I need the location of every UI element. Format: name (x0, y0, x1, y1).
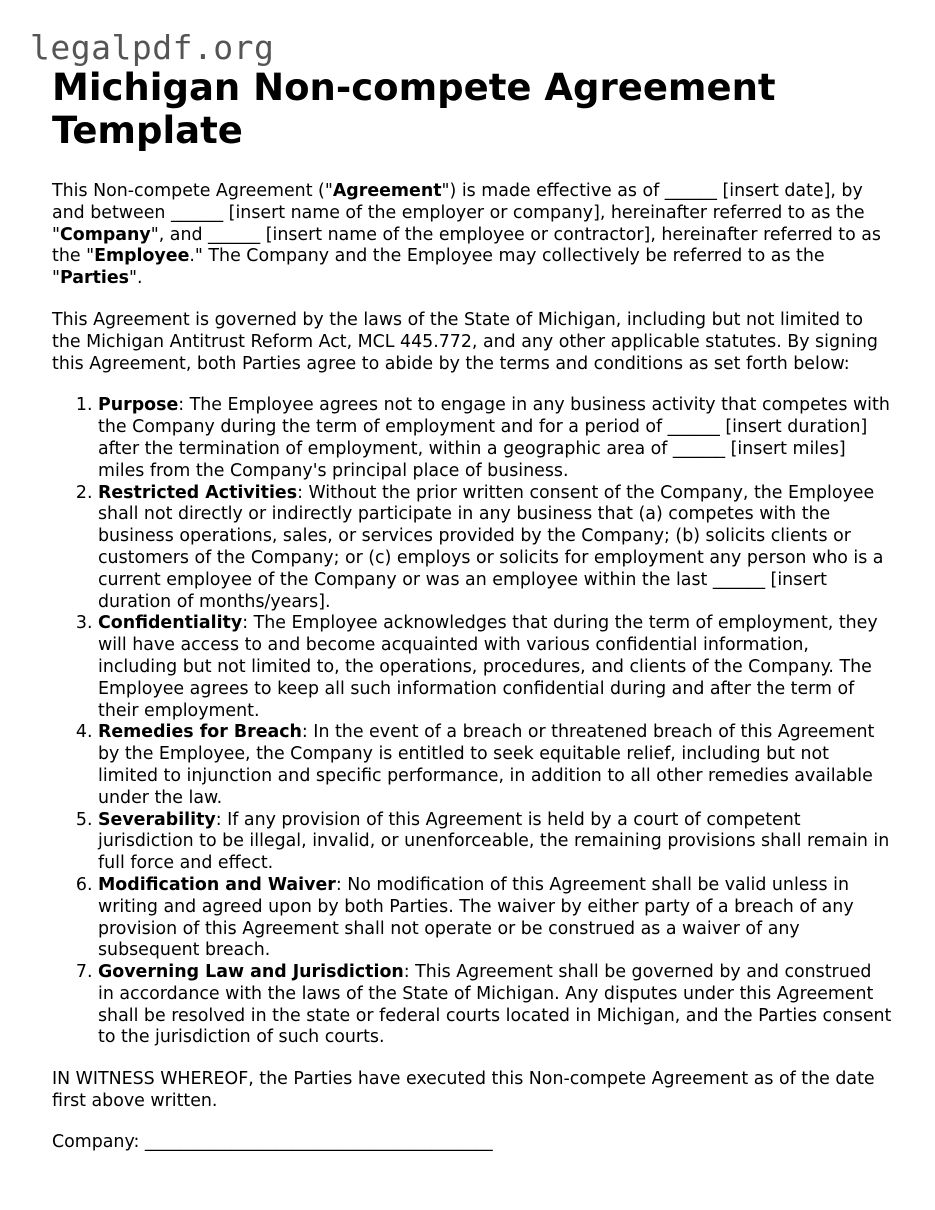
clause-text: : If any provision of this Agreement is held by a court of competent jurisdiction to be illegal, invalid, or unenforceable, the remaining provisions shall remain in full force and effect. (98, 809, 890, 874)
clause-governing-law (98, 962, 892, 1049)
intro-text-2: ") is made effective as of ______ [insert date], by and between ______ [insert name of the employer or company], hereinafter referred to as the " (52, 181, 865, 245)
term-parties: Parties (60, 268, 130, 289)
governing-paragraph: This Agreement is governed by the laws of the State of Michigan, including but not limited to the Michigan Antitrust Reform Act, MCL 445.772, and any other applicable statutes. By signing this Agreement, both Parties agree to abide by the terms and conditions as set forth below: (52, 309, 878, 374)
clause-text: : The Employee acknowledges that during the term of employment, they will have access to and become acquainted with various confidential information, including but not limited to, the operations, procedures, and clients of the Company. The Employee agrees to keep all such information confidential during and after the term of their employment. (98, 613, 878, 721)
clause-text: : Without the prior written consent of the Company, the Employee shall not directly or indirectly participate in any business that (a) competes with the business operations, sales, or services provided by the Company; (b) solicits clients or customers of the Company; or (c) employs or solicits for employment any person who is a current employee of the Company or was an employee within the last ______ [insert duration of months/years]. (98, 482, 884, 612)
intro-paragraph (52, 181, 892, 290)
clause-text: : This Agreement shall be governed by and construed in accordance with the laws of the State of Michigan. Any disputes under this Agreement shall be resolved in the state or federal courts located in Michigan, and the Parties consent to the jurisdiction of such courts. (98, 962, 892, 1048)
term-employee: Employee (94, 246, 190, 267)
watermark-logo: legalpdf.org (30, 28, 275, 67)
clause-text: : No modification of this Agreement shall be valid unless in writing and agreed upon by both Parties. The waiver by either party of a breach of any provision of this Agreement shall not operate or be construed as a waiver of any subsequent breach. (98, 874, 854, 961)
clause-heading: Modification and Waiver (98, 874, 336, 895)
clause-list (52, 395, 892, 1049)
page-title: Michigan Non-compete Agreement Template (52, 66, 776, 152)
intro-text-4: ." The Company and the Employee may collectively be referred to as the " (52, 246, 825, 289)
clause-confidentiality (98, 613, 892, 722)
clause-purpose (98, 395, 892, 482)
clause-heading: Purpose (98, 395, 179, 416)
clause-heading: Severability (98, 809, 216, 830)
term-agreement: Agreement (332, 181, 442, 201)
clause-modification-and-waiver (98, 875, 892, 962)
intro-text-3: ", and ______ [insert name of the employee or contractor], hereinafter referred to as the " (52, 224, 881, 267)
clause-severability (98, 810, 892, 875)
witness-paragraph: IN WITNESS WHEREOF, the Parties have executed this Non-compete Agreement as of the date first above written. (52, 1069, 875, 1112)
clause-heading: Governing Law and Jurisdiction (98, 962, 404, 983)
clause-text: : The Employee agrees not to engage in any business activity that competes with the Company during the term of employment and for a period of ______ [insert duration] after the termination of employment, within a geographic area of ______ [insert miles] miles from the Company's principal place of business. (98, 395, 890, 481)
clause-heading: Confidentiality (98, 613, 243, 634)
clause-restricted-activities (98, 483, 892, 614)
clause-heading: Restricted Activities (98, 482, 298, 503)
clause-remedies-for-breach (98, 722, 892, 809)
term-company: Company (60, 224, 151, 245)
clause-text: : In the event of a breach or threatened breach of this Agreement by the Employee, the Company is entitled to seek equitable relief, including but not limited to injunction and specific performance, in addition to all other remedies available under the law. (98, 722, 875, 808)
intro-text-5: ". (129, 268, 143, 289)
company-signature-line: Company: ________________________________________ (52, 1131, 493, 1152)
document-page (52, 66, 892, 1154)
intro-text-1: This Non-compete Agreement (" (52, 181, 333, 201)
clause-heading: Remedies for Breach (98, 722, 302, 743)
